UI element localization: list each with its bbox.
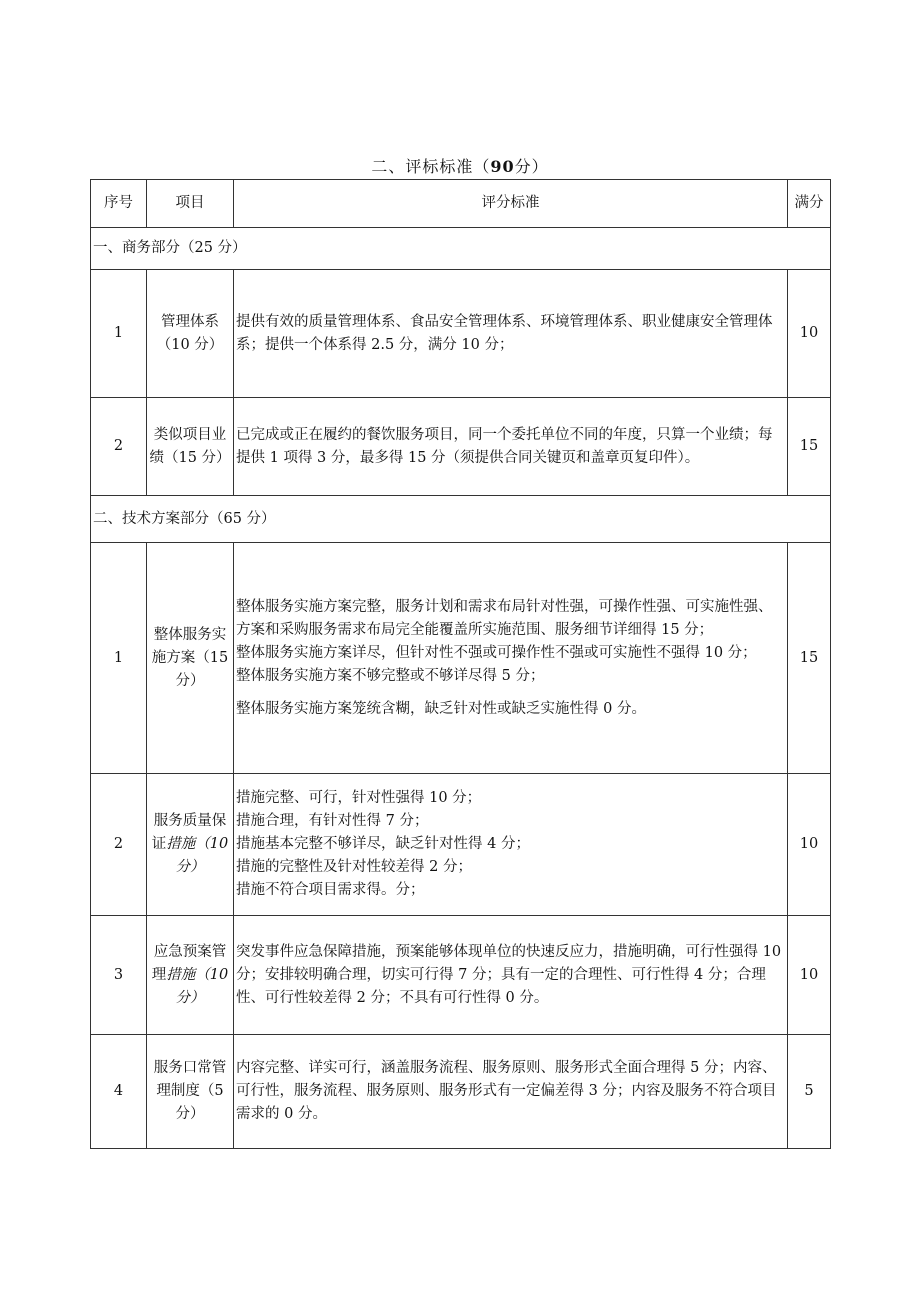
criteria-line: 措施完整、可行，针对性强得 10 分；: [236, 790, 482, 806]
row-item: 整体服务实施方案（15 分）: [147, 543, 234, 774]
row-full-score: 15: [788, 398, 831, 496]
item-text: 应急预案管理: [151, 943, 227, 983]
row-criteria: [234, 270, 788, 398]
row-index: 1: [91, 270, 147, 398]
row-item: 管理体系（10 分）: [147, 270, 234, 398]
item-text-italic: 10分）: [175, 966, 229, 1006]
section-label: 一、商务部分（25 分）: [91, 228, 831, 270]
row-item: [147, 916, 234, 1035]
scoring-table: [90, 179, 831, 1149]
row-index: 3: [91, 916, 147, 1035]
header-index: 序号: [91, 180, 147, 228]
criteria-line: 措施的完整性及针对性较差得 2 分；: [236, 859, 472, 875]
criteria-line: 突发事件应急保障措施，预案能够体现单位的快速反应力，措施明确，可行性强得 10 分；安排较明确合理，切实可行得 7 分；具有一定的合理性、可行性得 4 分；合理性、可行性较差得 2 分；不具有可行性得 0 分。: [236, 943, 782, 1006]
row-index: 2: [91, 398, 147, 496]
document-title: 二、评标标准（90分）: [371, 157, 549, 176]
section-row-technical: [91, 496, 831, 543]
item-text-italic: 10分）: [175, 836, 229, 875]
table-header-row: [91, 180, 831, 228]
table-row: [91, 398, 831, 496]
row-item: 服务口常管理制度（5 分）: [147, 1035, 234, 1149]
section-label: 二、技术方案部分（65 分）: [91, 496, 831, 543]
criteria-line: 已完成或正在履约的餐饮服务项目，同一个委托单位不同的年度，只算一个业绩；每提供 1 项得 3 分，最多得 15 分（须提供合同关键页和盖章页复印件）。: [236, 426, 773, 466]
item-text-italic: 措施（: [166, 836, 210, 852]
criteria-line: 整体服务实施方案详尽，但针对性不强或可操作性不强或可实施性不强得 10 分；: [236, 644, 757, 661]
row-criteria: [234, 398, 788, 496]
criteria-line: 措施基本完整不够详尽，缺乏针对性得 4 分；: [236, 836, 530, 852]
item-text-italic: 措施（: [166, 966, 210, 983]
table-row: [91, 543, 831, 774]
section-row-business: [91, 228, 831, 270]
table-row: [91, 270, 831, 398]
criteria-line: 提供有效的质量管理体系、食品安全管理体系、环境管理体系、职业健康安全管理体系；提供一个体系得 2.5 分，满分 10 分；: [236, 313, 773, 353]
row-index: 4: [91, 1035, 147, 1149]
table-row: [91, 916, 831, 1035]
row-full-score: 10: [788, 774, 831, 916]
row-item: 类似项目业绩（15 分）: [147, 398, 234, 496]
table-row: [91, 774, 831, 916]
row-criteria: [234, 774, 788, 916]
criteria-line: 内容完整、详实可行，涵盖服务流程、服务原则、服务形式全面合理得 5 分；内容、可行性，服务流程、服务原则、服务形式有一定偏差得 3 分；内容及服务不符合项目需求的 0 分。: [236, 1060, 777, 1122]
table-row: [91, 1035, 831, 1149]
criteria-line: 整体服务实施方案笼统含糊，缺乏针对性或缺乏实施性得 0 分。: [236, 700, 646, 717]
header-criteria: 评分标准: [234, 180, 788, 228]
row-index: 1: [91, 543, 147, 774]
row-item: [147, 774, 234, 916]
row-full-score: 10: [788, 270, 831, 398]
criteria-line: 整体服务实施方案不够完整或不够详尽得 5 分；: [236, 667, 545, 684]
criteria-line: 整体服务实施方案完整，服务计划和需求布局针对性强，可操作性强、可实施性强、方案和采购服务需求布局完全能覆盖所实施范围、服务细节详细得 15 分；: [236, 598, 773, 638]
item-text: 服务质量保证: [151, 813, 227, 852]
row-criteria: [234, 543, 788, 774]
row-full-score: 15: [788, 543, 831, 774]
row-full-score: 5: [788, 1035, 831, 1149]
criteria-line: 措施不符合项目需求得。分；: [236, 882, 425, 898]
criteria-line: 措施合理，有针对性得 7 分；: [236, 813, 429, 829]
row-criteria: [234, 1035, 788, 1149]
header-full-score: 满分: [788, 180, 831, 228]
header-item: 项目: [147, 180, 234, 228]
row-full-score: 10: [788, 916, 831, 1035]
row-criteria: [234, 916, 788, 1035]
row-index: 2: [91, 774, 147, 916]
